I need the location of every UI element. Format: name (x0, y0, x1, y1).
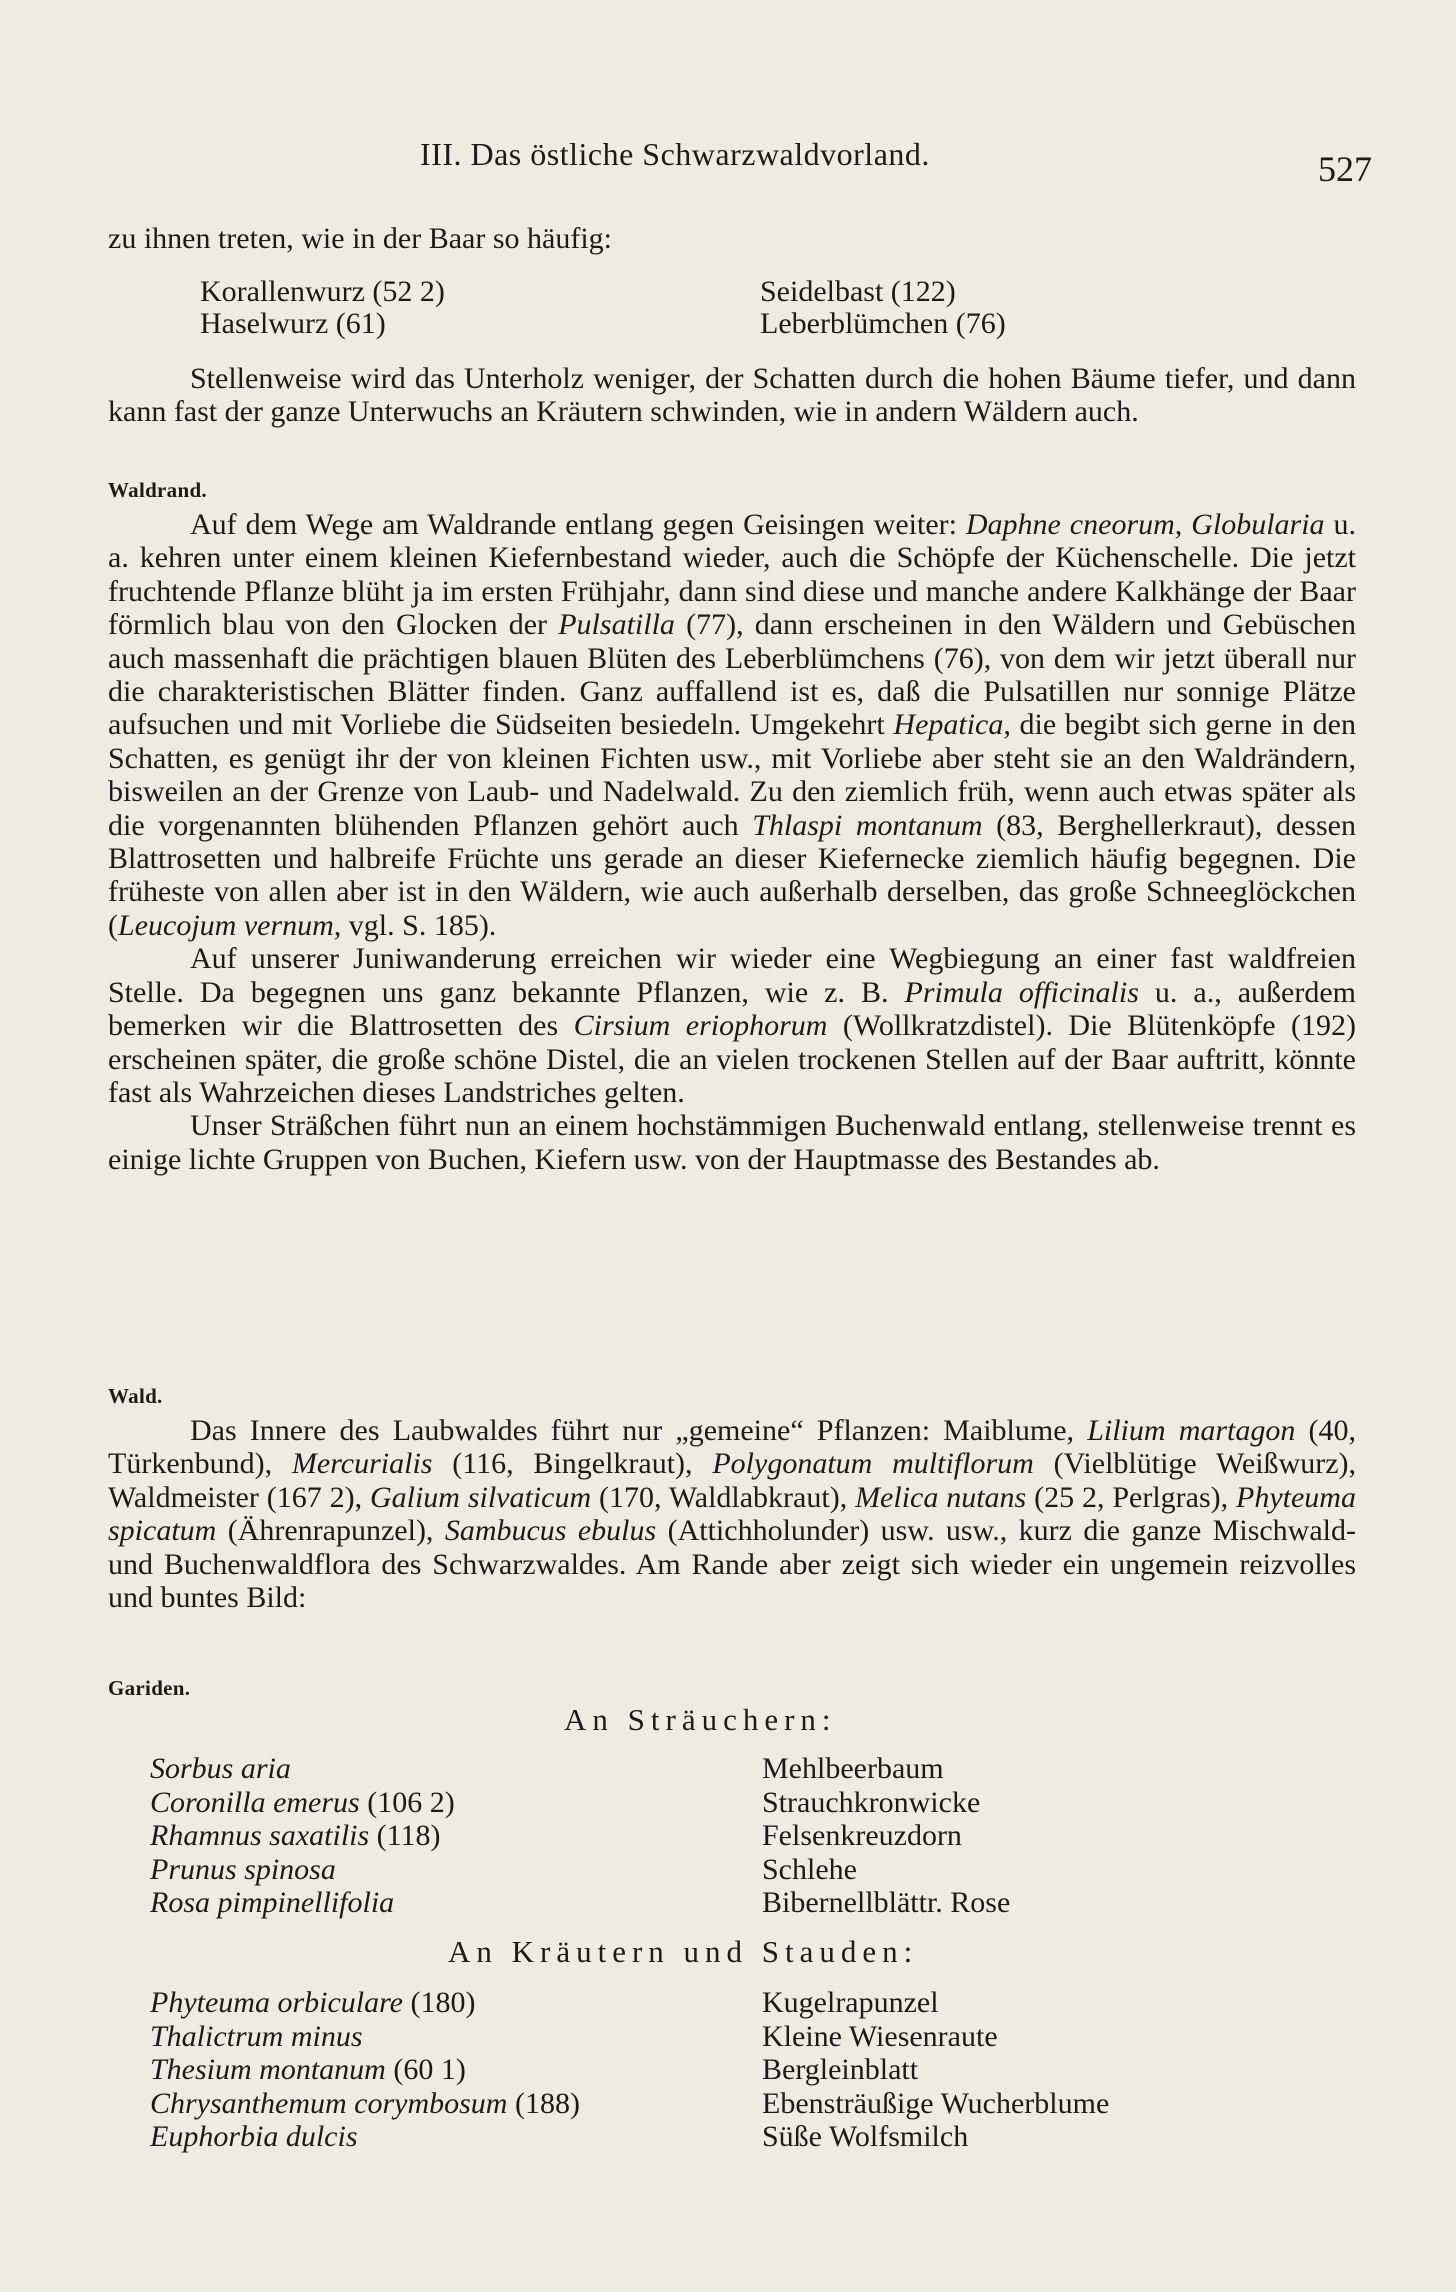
text-run: die begibt sich gerne in den Schatten, es genügt ihr der von kleinen Fichten usw., mit Vorliebe aber steht sie an den Waldrändern, bisweilen an der Grenze von Laub- und Nadelwald. Zu den ziemlich früh, wenn auch etwas später als die vorgenannten blühenden Pflanzen gehört auch (108, 708, 1356, 842)
paragraph: Stellenweise wird das Unterholz weniger, der Schatten durch die hohen Bäume tiefer, und dann kann fast der ganze Unterwuchs an Kräutern schwinden, wie in andern Wäldern auch. (108, 362, 1356, 429)
italic-run: Galium silvaticum (369, 1480, 592, 1514)
italic-run: Thlaspi montanum (752, 808, 983, 842)
species-latin: Thalictrum minus (150, 2019, 363, 2053)
text-run: (40, Türkenbund), (108, 1414, 1357, 1481)
shrubs-heading: An Sträuchern: (564, 1702, 837, 1737)
italic-run: Mercurialis (291, 1447, 433, 1481)
heading-wald: Wald. (108, 1384, 163, 1408)
italic-run: Primula officinalis (904, 975, 1139, 1009)
text-run: (Ährenrapunzel), (216, 1514, 445, 1548)
para-1-section (108, 362, 1356, 429)
text-run: (25 2, Perlgras), (1026, 1480, 1237, 1514)
text-run: (77), dann erscheinen in den Wäldern und Gebüschen auch massenhaft die prächtigen blauen Blüten des Leberblümchens (76), von dem wir jetzt überall nur die charakteristischen Blätter finden. Ganz auffallend ist es, daß die Pulsatillen nur sonnige Plätze aufsuchen und mit Vorliebe die Südseiten besiedeln. Umgekehrt (108, 608, 1357, 742)
species-latin: Sorbus aria (150, 1752, 291, 1785)
pair-row (200, 308, 1006, 340)
list-item (150, 1819, 1010, 1853)
shrubs-list (150, 1752, 1010, 1920)
species-common: Bergleinblatt (762, 2053, 919, 2086)
species-common: Ebensträußige Wucherblume (762, 2086, 1110, 2120)
list-item (150, 1786, 1010, 1820)
paragraph (108, 942, 1356, 1109)
heading-waldrand: Waldrand. (108, 478, 207, 502)
pair-row (200, 276, 1006, 308)
pair-left: Haselwurz (61) (200, 307, 386, 340)
running-head: III. Das östliche Schwarzwaldvorland. (420, 136, 930, 172)
italic-run: Daphne cneorum, Globularia (965, 508, 1325, 541)
heading-gariden: Gariden. (108, 1676, 191, 1700)
italic-run: Phyteuma spicatum (108, 1480, 1356, 1548)
species-common: Kleine Wiesenraute (762, 2019, 998, 2053)
list-item (150, 2020, 1109, 2054)
species-latin: Thesium montanum (60 1) (150, 2053, 466, 2086)
paragraph: Unser Sträßchen führt nun an einem hochstämmigen Buchenwald entlang, stellenweise trennt es einige lichte Gruppen von Buchen, Kiefern usw. von der Hauptmasse des Bestandes ab. (108, 1109, 1356, 1176)
italic-run: Polygonatum multiflorum (712, 1447, 1034, 1481)
text-run: (Attichholunder) usw. usw., kurz die ganze Mischwald- und Buchenwaldflora des Schwarzwaldes. Am Rande aber zeigt sich wieder ein ungemein reizvolles und buntes Bild: (108, 1514, 1356, 1615)
species-latin: Phyteuma orbiculare (180) (150, 1986, 476, 2019)
intro-pairs (200, 276, 1006, 340)
species-latin: Euphorbia dulcis (150, 2120, 358, 2153)
herbs-list (150, 1986, 1109, 2154)
para-5-section (108, 1414, 1356, 1614)
herbs-heading: An Kräutern und Stauden: (448, 1934, 919, 1969)
species-latin: Rhamnus saxatilis (118) (150, 1819, 441, 1852)
species-common: Süße Wolfsmilch (762, 2120, 969, 2153)
italic-run: Lilium martagon (1087, 1414, 1296, 1447)
paragraph (108, 508, 1356, 942)
text-run: Auf dem Wege am Waldrande entlang gegen Geisingen weiter: (190, 508, 966, 541)
species-latin: Coronilla emerus (106 2) (150, 1785, 455, 1819)
pair-right: Seidelbast (122) (760, 275, 956, 308)
list-item (150, 1853, 1010, 1887)
species-latin: Chrysanthemum corymbosum (188) (150, 2086, 580, 2120)
species-latin: Prunus spinosa (150, 1852, 336, 1886)
list-item (150, 2053, 1109, 2087)
species-common: Strauchkronwicke (762, 1785, 981, 1819)
page-number: 527 (1318, 149, 1372, 189)
intro-section (108, 222, 1356, 255)
italic-run: Melica nutans (855, 1480, 1027, 1514)
italic-run: Sambucus ebulus (444, 1514, 657, 1548)
italic-run: Hepatica, (893, 708, 1011, 742)
intro-line: zu ihnen treten, wie in der Baar so häufig: (108, 222, 612, 255)
list-item (150, 1886, 1010, 1920)
text-run: (83, Berghellerkraut), dessen Blattrosetten und halbreife Früchte uns gerade an dieser Kiefernecke ziemlich häufig begegnen. Die früheste von allen aber ist in den Wäldern, wie auch außerhalb derselben, das große Schneeglöckchen ( (108, 808, 1356, 942)
species-common: Felsenkreuzdorn (762, 1819, 962, 1852)
species-common: Schlehe (762, 1852, 857, 1886)
para-2-section (108, 508, 1356, 1176)
text-run: (Wollkratzdistel). Die Blütenköpfe (192) erscheinen später, die große schöne Distel, die an vielen trockenen Stellen auf der Baar auftritt, könnte fast als Wahrzeichen dieses Landstriches gelten. (108, 1009, 1356, 1109)
text-run: Auf unserer Juniwanderung erreichen wir wieder eine Wegbiegung an einer fast waldfreien Stelle. Da begegnen uns ganz bekannte Pflanzen, wie z. B. (108, 942, 1356, 1009)
italic-run: Cirsium eriophorum (573, 1009, 828, 1043)
pair-right: Leberblümchen (76) (760, 307, 1006, 340)
list-item (150, 2120, 1109, 2154)
pair-left: Korallenwurz (52 2) (200, 275, 445, 308)
text-run: (116, Bingelkraut), (432, 1447, 713, 1481)
species-common: Bibernellblättr. Rose (762, 1886, 1011, 1919)
text-run: (170, Waldlabkraut), (591, 1480, 856, 1514)
italic-run: Pulsatilla (558, 608, 675, 642)
text-run: u. a. kehren unter einem kleinen Kiefernbestand wieder, auch die Schöpfe der Küchenschelle. Die jetzt fruchtende Pflanze blüht ja im ersten Frühjahr, dann sind diese und manche andere Kalkhänge der Baar förmlich blau von den Glocken der (108, 508, 1356, 642)
text-run: (Vielblütige Weißwurz), Waldmeister (167 2), (108, 1447, 1357, 1514)
species-common: Mehlbeerbaum (762, 1752, 944, 1785)
list-item (150, 1986, 1109, 2020)
list-item (150, 1752, 1010, 1786)
text-run: Das Innere des Laubwaldes führt nur „gemeine“ Pflanzen: Maiblume, (190, 1414, 1088, 1447)
text-run: u. a., außerdem bemerken wir die Blattrosetten des (108, 975, 1357, 1043)
species-latin: Rosa pimpinellifolia (150, 1886, 395, 1919)
species-common: Kugelrapunzel (762, 1986, 939, 2019)
list-item (150, 2087, 1109, 2121)
italic-run: Leucojum vernum, (118, 908, 342, 942)
text-run: vgl. S. 185). (341, 908, 497, 942)
paragraph (108, 1414, 1356, 1614)
